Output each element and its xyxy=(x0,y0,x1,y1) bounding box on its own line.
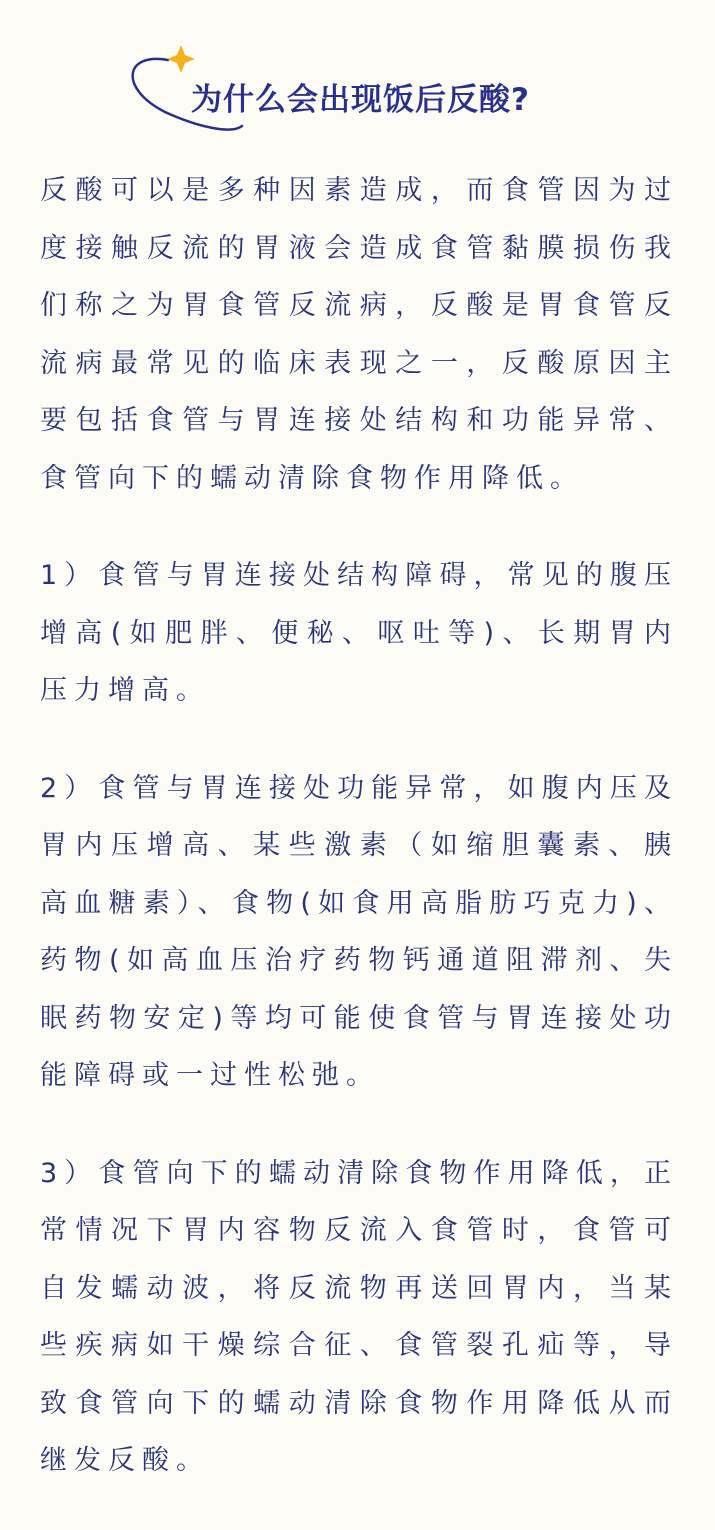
paragraph-point-3: 3）食管向下的蠕动清除食物作用降低，正常情况下胃内容物反流入食管时，食管可自发蠕动波，将反流物再送回胃内，当某些疾病如干燥综合征、食管裂孔疝等，导致食管向下的蠕动清除食物作用降低从而继发反酸。 xyxy=(40,1157,678,1476)
header xyxy=(0,0,715,150)
paragraph-point-2: 2）食管与胃连接处功能异常，如腹内压及胃内压增高、某些激素（如缩胆囊素、胰高血糖素）、食物(如食用高脂肪巧克力)、药物(如高血压治疗药物钙通道阻滞剂、失眠药物安定)等均可能使食管与胃连接处功能障碍或一过性松弛。 xyxy=(40,772,678,1091)
paragraph-point-1: 1）食管与胃连接处结构障碍，常见的腹压增高(如肥胖、便秘、呕吐等)、长期胃内压力增高。 xyxy=(40,560,678,706)
paragraph-intro: 反酸可以是多种因素造成，而食管因为过度接触反流的胃液会造成食管黏膜损伤我们称之为胃食管反流病，反酸是胃食管反流病最常见的临床表现之一，反酸原因主要包括食管与胃连接处结构和功能异常、食管向下的蠕动清除食物作用降低。 xyxy=(40,175,678,494)
page-title: 为什么会出现饭后反酸? xyxy=(191,82,530,118)
article-body xyxy=(40,162,678,1530)
sparkle-star-icon xyxy=(167,45,195,73)
